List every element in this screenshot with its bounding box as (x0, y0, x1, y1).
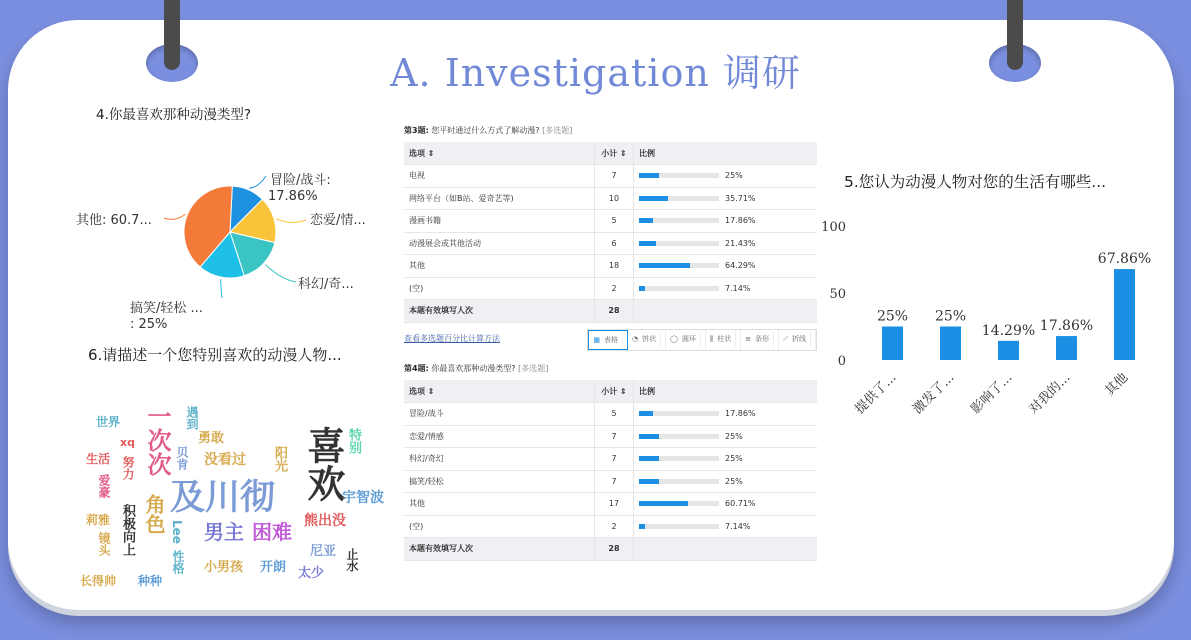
ratio-bar-fill (639, 411, 653, 416)
q4-question: 你最喜欢那种动漫类型? (431, 364, 516, 373)
bar (940, 327, 961, 361)
q3-label: 第3题: (404, 126, 429, 135)
pie-leader-line (164, 214, 185, 219)
row-ratio (634, 448, 818, 471)
row-percent: 25% (725, 476, 743, 486)
row-count: 2 (595, 515, 634, 538)
table-row (404, 210, 817, 233)
row-percent: 25% (725, 171, 743, 181)
word-cloud-item: 种种 (138, 574, 163, 588)
row-percent: 25% (725, 454, 743, 464)
word-cloud-item: 爱豪 (97, 474, 111, 498)
word-cloud-item: 熊出没 (304, 513, 346, 529)
row-ratio (634, 470, 818, 493)
ratio-bar-fill (639, 501, 688, 506)
row-percent: 25% (725, 431, 743, 441)
row-option: (空) (404, 515, 595, 538)
row-percent: 7.14% (725, 283, 751, 293)
ratio-bar (639, 411, 719, 416)
table-row (404, 470, 817, 493)
word-cloud-item: 性格 (171, 550, 185, 574)
page-title: A. Investigation 调研 (390, 51, 801, 95)
q4-header (404, 363, 817, 374)
ratio-bar (639, 456, 719, 461)
row-ratio (634, 277, 818, 300)
ratio-bar (639, 434, 719, 439)
pie-label-scifi: 科幻/奇... (298, 277, 354, 292)
row-ratio (634, 165, 818, 188)
table-row (404, 277, 817, 300)
ratio-bar (639, 524, 719, 529)
row-option: 恋爱/情感 (404, 425, 595, 448)
ratio-bar-fill (639, 286, 645, 291)
ratio-bar (639, 241, 719, 246)
row-count: 17 (595, 493, 634, 516)
q4-label: 第4题: (404, 364, 429, 373)
word-cloud-item: 角色 (142, 494, 166, 534)
row-ratio (634, 210, 818, 233)
donut-view-button[interactable]: ◯ 圆环 (666, 330, 706, 350)
row-percent: 35.71% (725, 193, 756, 203)
row-count: 5 (595, 403, 634, 426)
row-percent: 21.43% (725, 238, 756, 248)
table-row (404, 425, 817, 448)
bar (998, 341, 1019, 360)
word-cloud-item: 一次次 (143, 404, 171, 476)
word-cloud-item: 开朗 (260, 560, 287, 575)
bar-value-label: 25% (934, 308, 967, 325)
row-count: 10 (595, 187, 634, 210)
row-count: 7 (595, 165, 634, 188)
q3-header (404, 125, 817, 136)
row-option: 搞笑/轻松 (404, 470, 595, 493)
ratio-bar-fill (639, 218, 653, 223)
word-cloud-item: 贝肯 (175, 446, 189, 470)
q5-title: 5.您认为动漫人物对您的生活有哪些... (844, 173, 1107, 191)
table-row (404, 232, 817, 255)
row-option: 其他 (404, 493, 595, 516)
row-option: 科幻/奇幻 (404, 448, 595, 471)
col-option-header[interactable]: 选项 ⇕ (404, 380, 595, 403)
word-cloud-item: 喜欢 (301, 426, 345, 502)
pie-leader-line (265, 265, 296, 282)
col-count-header[interactable]: 小计 ⇕ (595, 142, 634, 165)
word-cloud-item: 世界 (96, 415, 121, 429)
ratio-bar-fill (639, 173, 659, 178)
row-count: 7 (595, 470, 634, 493)
q4-total: 28 (595, 538, 634, 561)
pie-label-comedy-1: 搞笑/轻松 ... (130, 301, 203, 316)
word-cloud-item: 生活 (86, 452, 111, 466)
row-ratio (634, 493, 818, 516)
pie-label-adventure-1: 冒险/战斗: (270, 173, 331, 188)
word-cloud-item: 勇敢 (198, 431, 225, 446)
pie-leader-line (249, 176, 266, 188)
row-ratio (634, 187, 818, 210)
chart-type-toolbar (587, 329, 817, 351)
word-cloud-item: 宇智波 (342, 490, 384, 506)
q3-question: 您平时通过什么方式了解动漫? (431, 126, 540, 135)
pie-label-romance: 恋爱/情... (310, 213, 366, 228)
col-ratio-header: 比例 (634, 380, 818, 403)
row-option: 漫画书籍 (404, 210, 595, 233)
word-cloud-item: 积极向上 (120, 504, 135, 556)
pie-label-other: 其他: 60.7... (76, 213, 152, 228)
y-tick-label: 50 (829, 287, 846, 302)
column-view-button[interactable]: ⫼ 柱状 (706, 330, 741, 350)
ratio-bar (639, 173, 719, 178)
ratio-bar-fill (639, 434, 659, 439)
y-tick-label: 0 (837, 354, 846, 369)
word-cloud-item: 努力 (121, 456, 135, 480)
x-tick-label: 激发了... (910, 370, 958, 418)
q6-title: 6.请描述一个您特别喜欢的动漫人物... (88, 346, 342, 364)
pie-view-button[interactable]: ◔ 饼状 (628, 330, 666, 350)
row-option: (空) (404, 277, 595, 300)
col-ratio-header: 比例 (634, 142, 818, 165)
q3-results-table (404, 125, 817, 351)
word-cloud-item: 困难 (252, 520, 292, 544)
row-ratio (634, 255, 818, 278)
x-tick-label: 对我的... (1026, 370, 1074, 418)
row-percent: 60.71% (725, 499, 756, 509)
ratio-bar-fill (639, 241, 656, 246)
row-option: 冒险/战斗 (404, 403, 595, 426)
row-ratio (634, 425, 818, 448)
bar (1114, 269, 1135, 360)
q4-total-label: 本题有效填写人次 (404, 538, 595, 561)
q3-total: 28 (595, 300, 634, 323)
row-count: 5 (595, 210, 634, 233)
row-ratio (634, 232, 818, 255)
ratio-bar (639, 479, 719, 484)
y-tick-label: 100 (821, 220, 846, 235)
bar-value-label: 25% (876, 308, 909, 325)
bar-view-button[interactable]: ≡ 条形 (741, 330, 779, 350)
word-cloud-item: 及川彻 (170, 478, 276, 518)
row-percent: 64.29% (725, 261, 756, 271)
table-row (404, 165, 817, 188)
row-percent: 17.86% (725, 216, 756, 226)
row-option: 其他 (404, 255, 595, 278)
word-cloud-item: 莉雅 (86, 513, 111, 527)
ratio-bar (639, 501, 719, 506)
word-cloud-item: Lee (170, 520, 184, 544)
q4-multi-tag: [多选题] (518, 364, 549, 373)
row-count: 6 (595, 232, 634, 255)
bar-value-label: 67.86% (1097, 251, 1152, 268)
table-row (404, 187, 817, 210)
ratio-bar-fill (639, 263, 690, 268)
word-cloud-item: 镜头 (97, 532, 111, 556)
x-tick-label: 影响了... (968, 370, 1016, 418)
word-cloud-item: 阳光 (272, 446, 287, 472)
table-row (404, 403, 817, 426)
q3-total-label: 本题有效填写人次 (404, 300, 595, 323)
word-cloud-item: 没看过 (204, 452, 246, 468)
row-ratio (634, 515, 818, 538)
table-row (404, 255, 817, 278)
q4-results-table (404, 363, 817, 561)
ratio-bar-fill (639, 456, 659, 461)
pie-label-adventure-2: 17.86% (268, 189, 318, 204)
word-cloud-item: 止水 (345, 548, 359, 572)
row-count: 18 (595, 255, 634, 278)
word-cloud-item: xq (120, 436, 135, 449)
row-count: 7 (595, 425, 634, 448)
row-option: 电视 (404, 165, 595, 188)
x-tick-label: 其他 (1102, 370, 1132, 400)
ratio-bar (639, 218, 719, 223)
bar-value-label: 17.86% (1039, 318, 1094, 335)
word-cloud-item: 尼亚 (310, 544, 337, 559)
table-row (404, 493, 817, 516)
row-percent: 7.14% (725, 521, 751, 531)
table-view-button[interactable]: ▦ 表格 (588, 330, 628, 350)
ratio-bar (639, 286, 719, 291)
row-ratio (634, 403, 818, 426)
q5-bar-chart (812, 210, 1162, 450)
word-cloud-item: 特别 (346, 428, 361, 454)
bar (1056, 336, 1077, 360)
word-cloud-item: 小男孩 (204, 560, 244, 575)
word-cloud-item: 男主 (204, 520, 244, 544)
row-option: 动漫展会或其他活动 (404, 232, 595, 255)
q4-pie-chart (70, 120, 390, 340)
col-option-header[interactable]: 选项 ⇕ (404, 142, 595, 165)
ratio-bar-fill (639, 524, 645, 529)
row-percent: 17.86% (725, 409, 756, 419)
table-row (404, 515, 817, 538)
word-cloud-item: 遇到 (185, 406, 199, 430)
col-count-header[interactable]: 小计 ⇕ (595, 380, 634, 403)
row-count: 7 (595, 448, 634, 471)
bar (882, 327, 903, 361)
ratio-bar (639, 263, 719, 268)
q4-title: 4.你最喜欢那种动漫类型? (96, 107, 252, 123)
row-option: 网络平台（如B站、爱奇艺等) (404, 187, 595, 210)
pie-leader-line (276, 219, 306, 223)
pie-label-comedy-2: : 25% (130, 317, 168, 332)
ratio-bar-fill (639, 479, 659, 484)
ratio-bar-fill (639, 196, 668, 201)
word-cloud-item: 长得帅 (80, 574, 117, 588)
q3-multi-tag: [多选题] (542, 126, 573, 135)
table-row (404, 448, 817, 471)
row-count: 2 (595, 277, 634, 300)
ratio-bar (639, 196, 719, 201)
bar-value-label: 14.29% (981, 322, 1036, 339)
line-view-button[interactable]: ⟋ 折线 (779, 330, 816, 350)
word-cloud-item: 太少 (298, 566, 325, 581)
pie-leader-line (221, 279, 222, 298)
percentage-method-link[interactable]: 查看多选题百分比计算方法 (404, 333, 500, 343)
x-tick-label: 提供了... (852, 370, 900, 418)
